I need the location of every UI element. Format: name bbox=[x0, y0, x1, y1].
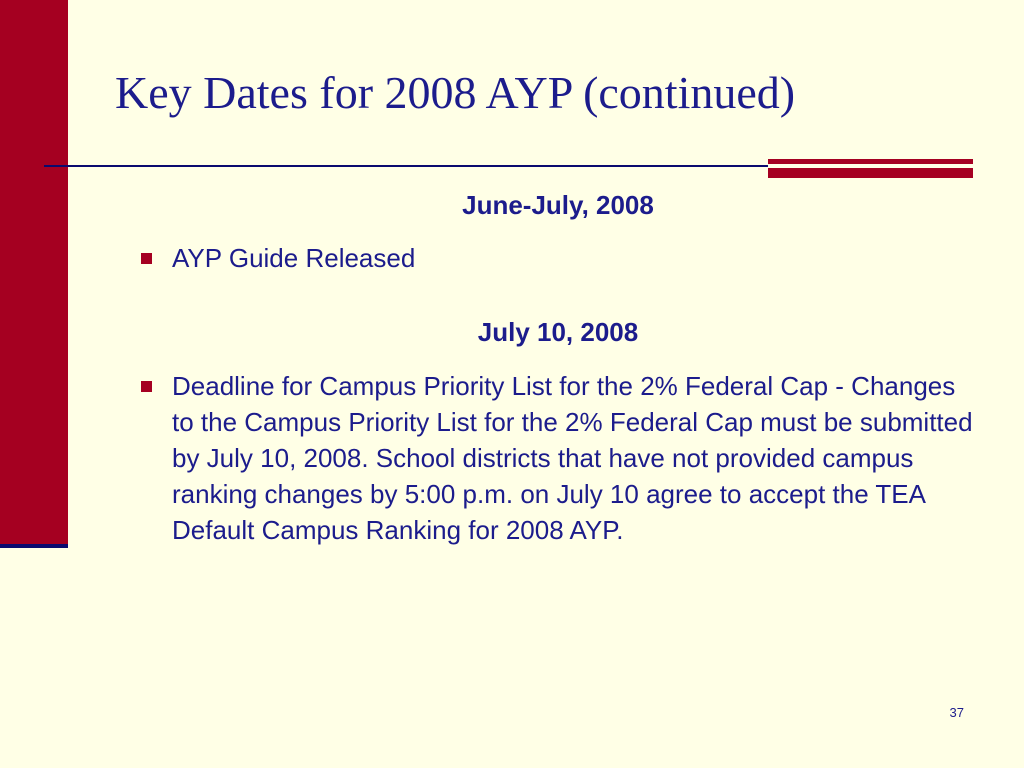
left-accent-underline bbox=[0, 544, 68, 548]
bullet-item bbox=[141, 240, 981, 276]
left-accent-bar bbox=[0, 0, 68, 544]
bullet-text: Deadline for Campus Priority List for the 2% Federal Cap - Changes to the Campus Priority List for the 2% Federal Cap must be submitted by July 10, 2008. School districts that have not provided campus ranking changes by 5:00 p.m. on July 10 agree to accept the TEA Default Campus Ranking for 2008 AYP. bbox=[172, 371, 973, 545]
title-rule-accent-top bbox=[768, 159, 973, 164]
slide-title: Key Dates for 2008 AYP (continued) bbox=[115, 67, 796, 118]
title-rule bbox=[44, 165, 768, 167]
section-heading-july-10: July 10, 2008 bbox=[477, 317, 639, 347]
bullet-square-icon bbox=[141, 253, 152, 264]
section-heading-june-july: June-July, 2008 bbox=[462, 190, 654, 220]
bullet-square-icon bbox=[141, 381, 152, 392]
slide-number: 37 bbox=[949, 705, 964, 720]
bullet-text: AYP Guide Released bbox=[172, 243, 416, 273]
title-rule-accent-bottom bbox=[768, 168, 973, 178]
bullet-item bbox=[141, 368, 981, 548]
